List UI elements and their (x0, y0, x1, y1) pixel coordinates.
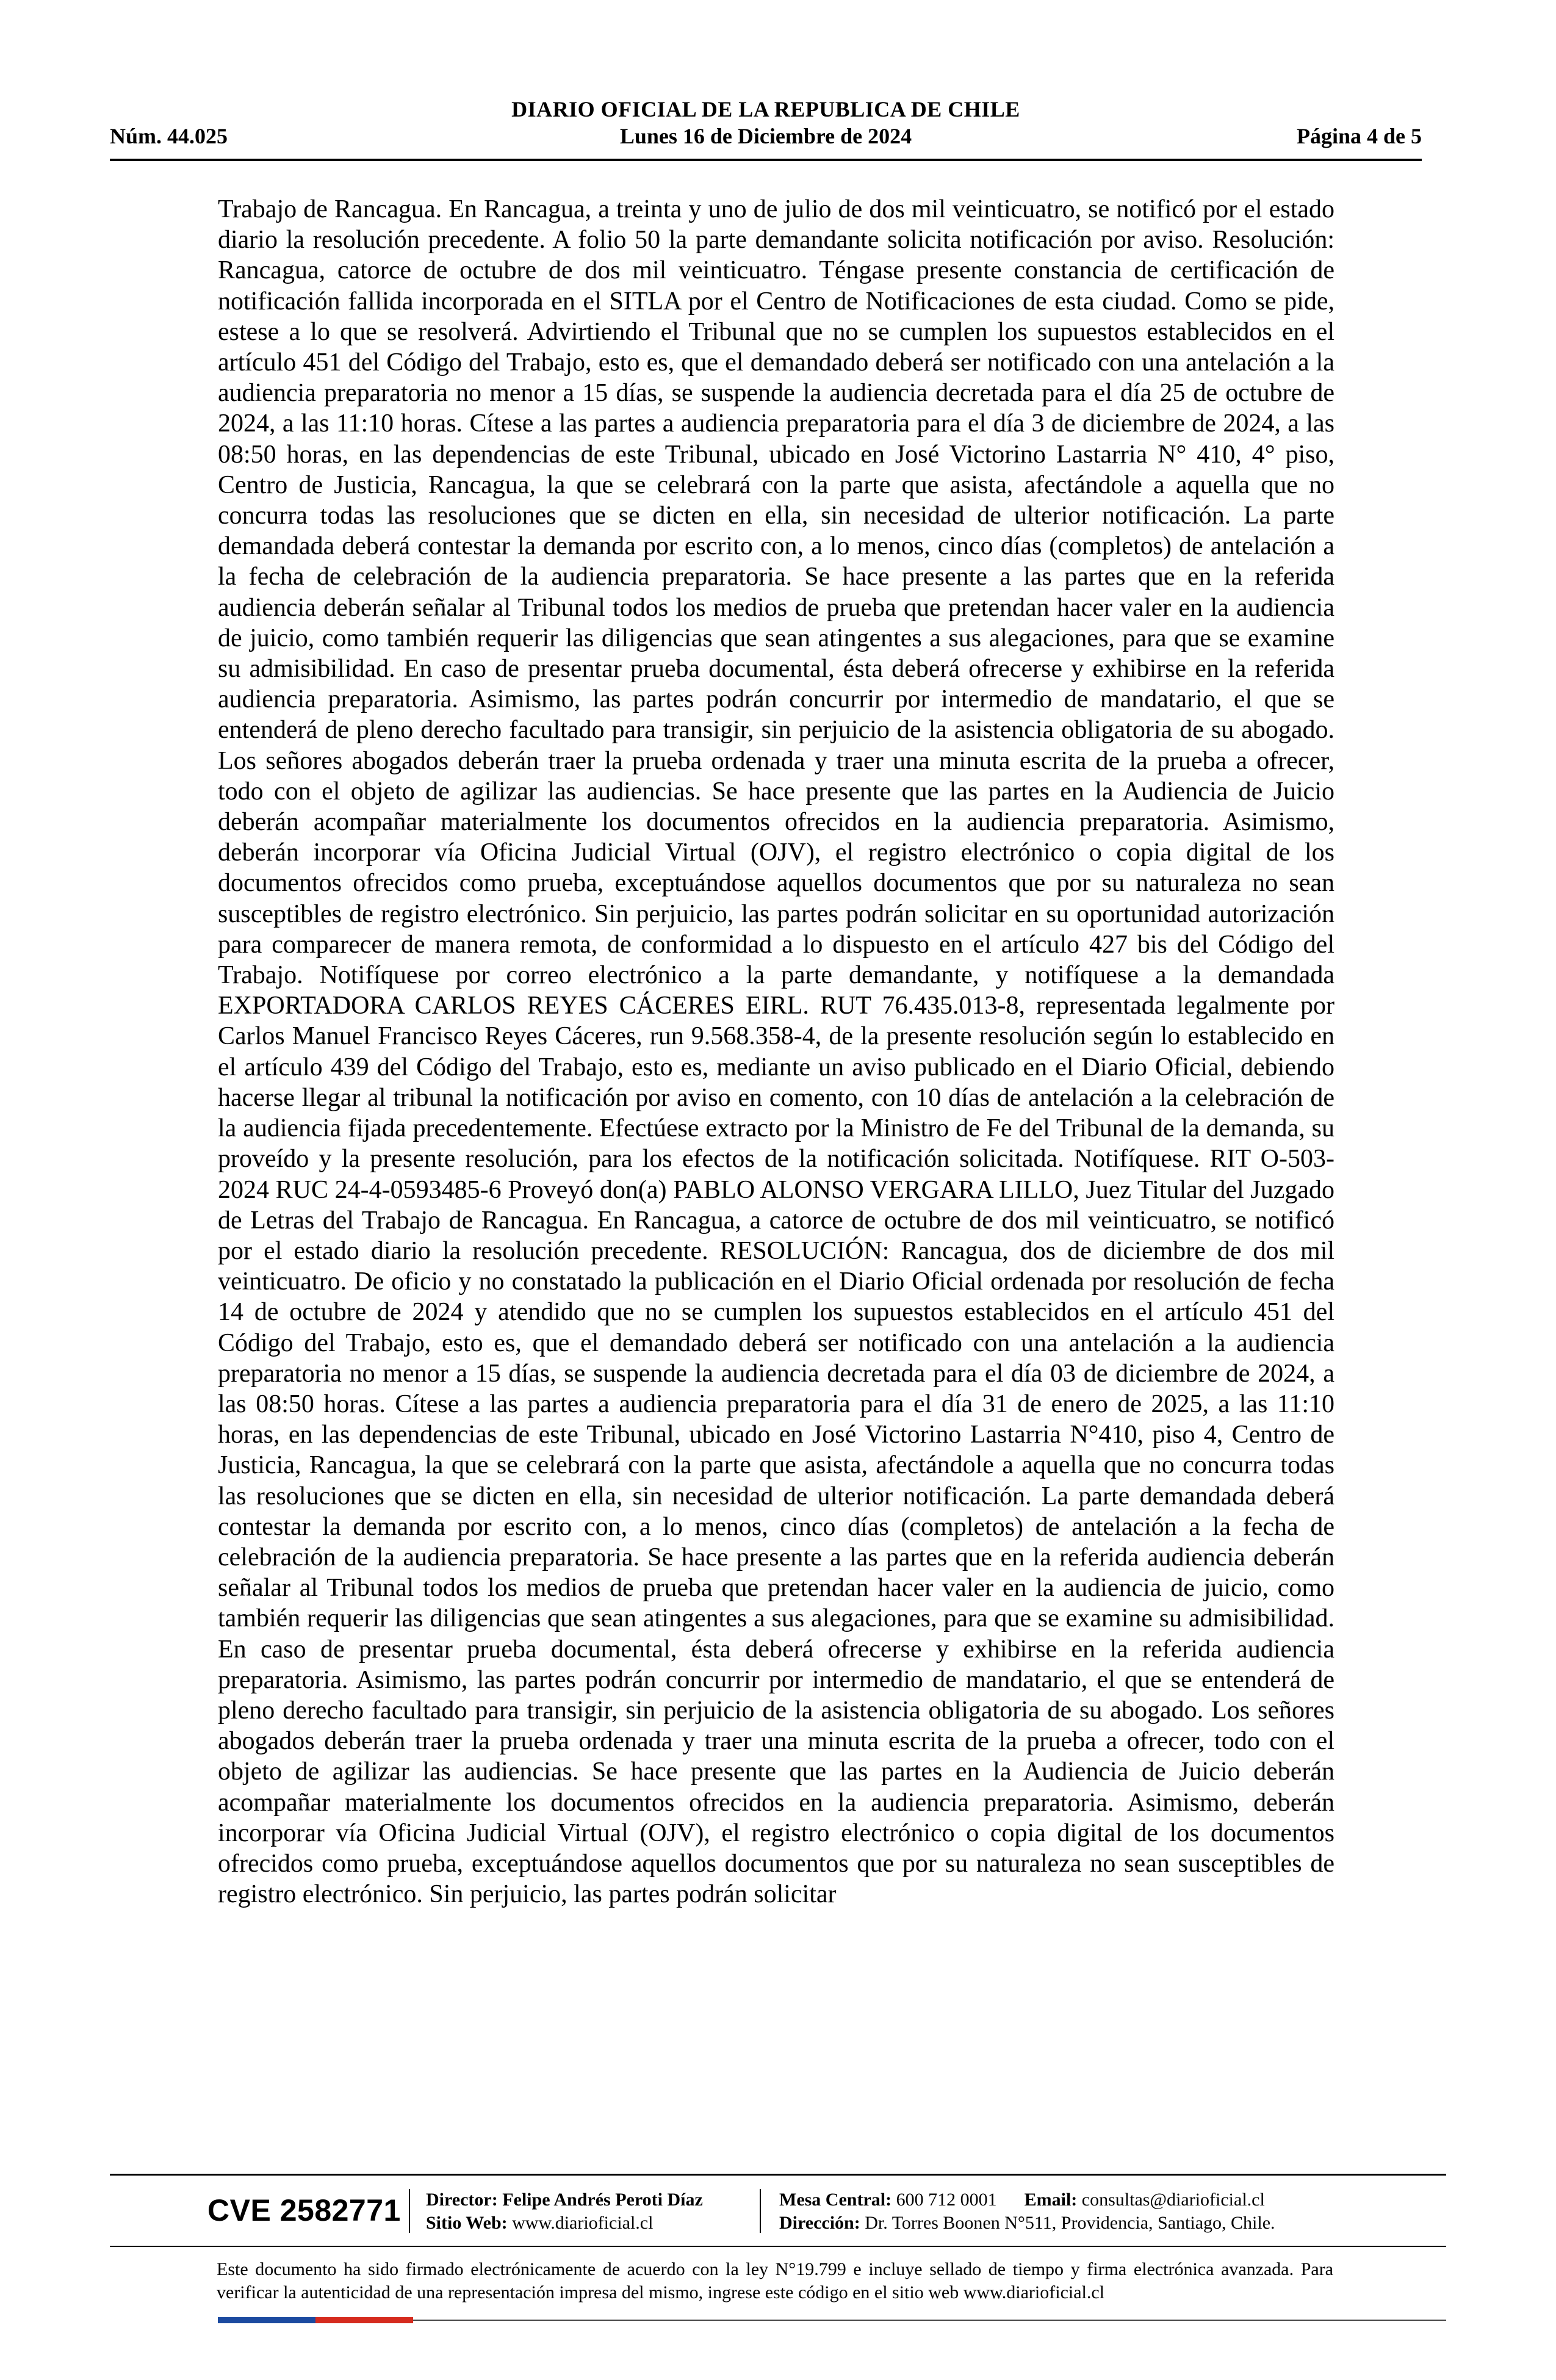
footer-divider-1 (409, 2189, 410, 2233)
mesa-label: Mesa Central: (779, 2190, 892, 2210)
website-label: Sitio Web: (426, 2213, 508, 2233)
footer-director-block (426, 2188, 703, 2235)
website-line (426, 2212, 703, 2235)
signature-notice: Este documento ha sido firmado electrónicamente de acuerdo con la ley N°19.799 e incluye sellado de tiempo y firma electrónica avanzada. Para verificar la autenticidad de una representación impresa del mismo, ingrese este código en el sitio web www.diarioficial.cl (217, 2259, 1333, 2302)
director-label: Director: (426, 2190, 498, 2210)
footer-contact-block (779, 2188, 1275, 2235)
website-link[interactable]: www.diarioficial.cl (512, 2213, 654, 2233)
director-line (426, 2188, 703, 2212)
mesa-value: 600 712 0001 (896, 2190, 997, 2210)
email-label: Email: (1024, 2190, 1078, 2210)
flag-blue-segment (218, 2317, 315, 2323)
address-label: Dirección: (779, 2213, 860, 2233)
flag-stripe (218, 2317, 413, 2323)
address-line (779, 2212, 1275, 2235)
flag-red-segment (315, 2317, 413, 2323)
masthead-title: DIARIO OFICIAL DE LA REPUBLICA DE CHILE (511, 97, 1020, 121)
page-number: Página 4 de 5 (1296, 124, 1422, 148)
address-value: Dr. Torres Boonen N°511, Providencia, Santiago, Chile. (865, 2213, 1275, 2233)
issue-number: Núm. 44.025 (110, 124, 228, 148)
body-text: Trabajo de Rancagua. En Rancagua, a treinta y uno de julio de dos mil veinticuatro, se notificó por el estado diario la resolución precedente. A folio 50 la parte demandante solicita notificación por aviso. Resolución: Rancagua, catorce de octubre de dos mil veinticuatro. Téngase presente constancia de certificación de notificación fallida incorporada en el SITLA por el Centro de Notificaciones de esta ciudad. Como se pide, estese a lo que se resolverá. Advirtiendo el Tribunal que no se cumplen los supuestos establecidos en el artículo 451 del Código del Trabajo, esto es, que el demandado deberá ser notificado con una antelación a la audiencia preparatoria no menor a 15 días, se suspende la audiencia decretada para el día 25 de octubre de 2024, a las 11:10 horas. Cítese a las partes a audiencia preparatoria para el día 3 de diciembre de 2024, a las 08:50 horas, en las dependencias de este Tribunal, ubicado en José Victorino Lastarria N° 410, 4° piso, Centro de Justicia, Rancagua, la que se celebrará con la parte que asista, afectándole a aquella que no concurra todas las resoluciones que se dicten en ella, sin necesidad de ulterior notificación. La parte demandada deberá contestar la demanda por escrito con, a lo menos, cinco días (completos) de antelación a la fecha de celebración de la audiencia preparatoria. Se hace presente a las partes que en la referida audiencia deberán señalar al Tribunal todos los medios de prueba que pretendan hacer valer en la audiencia de juicio, como también requerir las diligencias que sean atingentes a sus alegaciones, para que se examine su admisibilidad. En caso de presentar prueba documental, ésta deberá ofrecerse y exhibirse en la referida audiencia preparatoria. Asimismo, las partes podrán concurrir por intermedio de mandatario, el que se entenderá de pleno derecho facultado para transigir, sin perjuicio de la asistencia obligatoria de su abogado. Los señores abogados deberán traer la prueba ordenada y traer una minuta escrita de la prueba a ofrecer, todo con el objeto de agilizar las audiencias. Se hace presente que las partes en la Audiencia de Juicio deberán acompañar materialmente los documentos ofrecidos en la audiencia preparatoria. Asimismo, deberán incorporar vía Oficina Judicial Virtual (OJV), el registro electrónico o copia digital de los documentos ofrecidos como prueba, exceptuándose aquellos documentos que por su naturaleza no sean susceptibles de registro electrónico. Sin perjuicio, las partes podrán solicitar en su oportunidad autorización para comparecer de manera remota, de conformidad a lo dispuesto en el artículo 427 bis del Código del Trabajo. Notifíquese por correo electrónico a la parte demandante, y notifíquese a la demandada EXPORTADORA CARLOS REYES CÁCERES EIRL. RUT 76.435.013-8, representada legalmente por Carlos Manuel Francisco Reyes Cáceres, run 9.568.358-4, de la presente resolución según lo establecido en el artículo 439 del Código del Trabajo, esto es, mediante un aviso publicado en el Diario Oficial, debiendo hacerse llegar al tribunal la notificación por aviso en comento, con 10 días de antelación a la celebración de la audiencia fijada precedentemente. Efectúese extracto por la Ministro de Fe del Tribunal de la demanda, su proveído y la presente resolución, para los efectos de la notificación solicitada. Notifíquese. RIT O-503-2024 RUC 24-4-0593485-6 Proveyó don(a) PABLO ALONSO VERGARA LILLO, Juez Titular del Juzgado de Letras del Trabajo de Rancagua. En Rancagua, a catorce de octubre de dos mil veinticuatro, se notificó por el estado diario la resolución precedente. RESOLUCIÓN: Rancagua, dos de diciembre de dos mil veinticuatro. De oficio y no constatado la publicación en el Diario Oficial ordenada por resolución de fecha 14 de octubre de 2024 y atendido que no se cumplen los supuestos establecidos en el artículo 451 del Código del Trabajo, esto es, que el demandado deberá ser notificado con una antelación a la audiencia preparatoria no menor a 15 días, se suspende la audiencia decretada para el día 03 de diciembre de 2024, a las 08:50 horas. Cítese a las partes a audiencia preparatoria para el día 31 de enero de 2025, a las 11:10 horas, en las dependencias de este Tribunal, ubicado en José Victorino Lastarria N°410, piso 4, Centro de Justicia, Rancagua, la que se celebrará con la parte que asista, afectándole a aquella que no concurra todas las resoluciones que se dicten en ella, sin necesidad de ulterior notificación. La parte demandada deberá contestar la demanda por escrito con, a lo menos, cinco días (completos) de antelación a la fecha de celebración de la audiencia preparatoria. Se hace presente a las partes que en la referida audiencia deberán señalar al Tribunal todos los medios de prueba que pretendan hacer valer en la audiencia de juicio, como también requerir las diligencias que sean atingentes a sus alegaciones, para que se examine su admisibilidad. En caso de presentar prueba documental, ésta deberá ofrecerse y exhibirse en la referida audiencia preparatoria. Asimismo, las partes podrán concurrir por intermedio de mandatario, el que se entenderá de pleno derecho facultado para transigir, sin perjuicio de la asistencia obligatoria de su abogado. Los señores abogados deberán traer la prueba ordenada y traer una minuta escrita de la prueba a ofrecer, todo con el objeto de agilizar las audiencias. Se hace presente que las partes en la Audiencia de Juicio deberán acompañar materialmente los documentos ofrecidos en la audiencia preparatoria. Asimismo, deberán incorporar vía Oficina Judicial Virtual (OJV), el registro electrónico o copia digital de los documentos ofrecidos como prueba, exceptuándose aquellos documentos que por su naturaleza no sean susceptibles de registro electrónico. Sin perjuicio, las partes podrán solicitar (218, 195, 1334, 1909)
email-link[interactable]: consultas@diarioficial.cl (1081, 2190, 1265, 2210)
contact-line (779, 2188, 1275, 2212)
issue-date: Lunes 16 de Diciembre de 2024 (619, 124, 912, 148)
cve-code: CVE 2582771 (207, 2193, 401, 2227)
page-footer (110, 2174, 1446, 2247)
page-header (110, 92, 1422, 161)
footer-divider-2 (760, 2189, 761, 2233)
director-value: Felipe Andrés Peroti Díaz (502, 2190, 703, 2210)
